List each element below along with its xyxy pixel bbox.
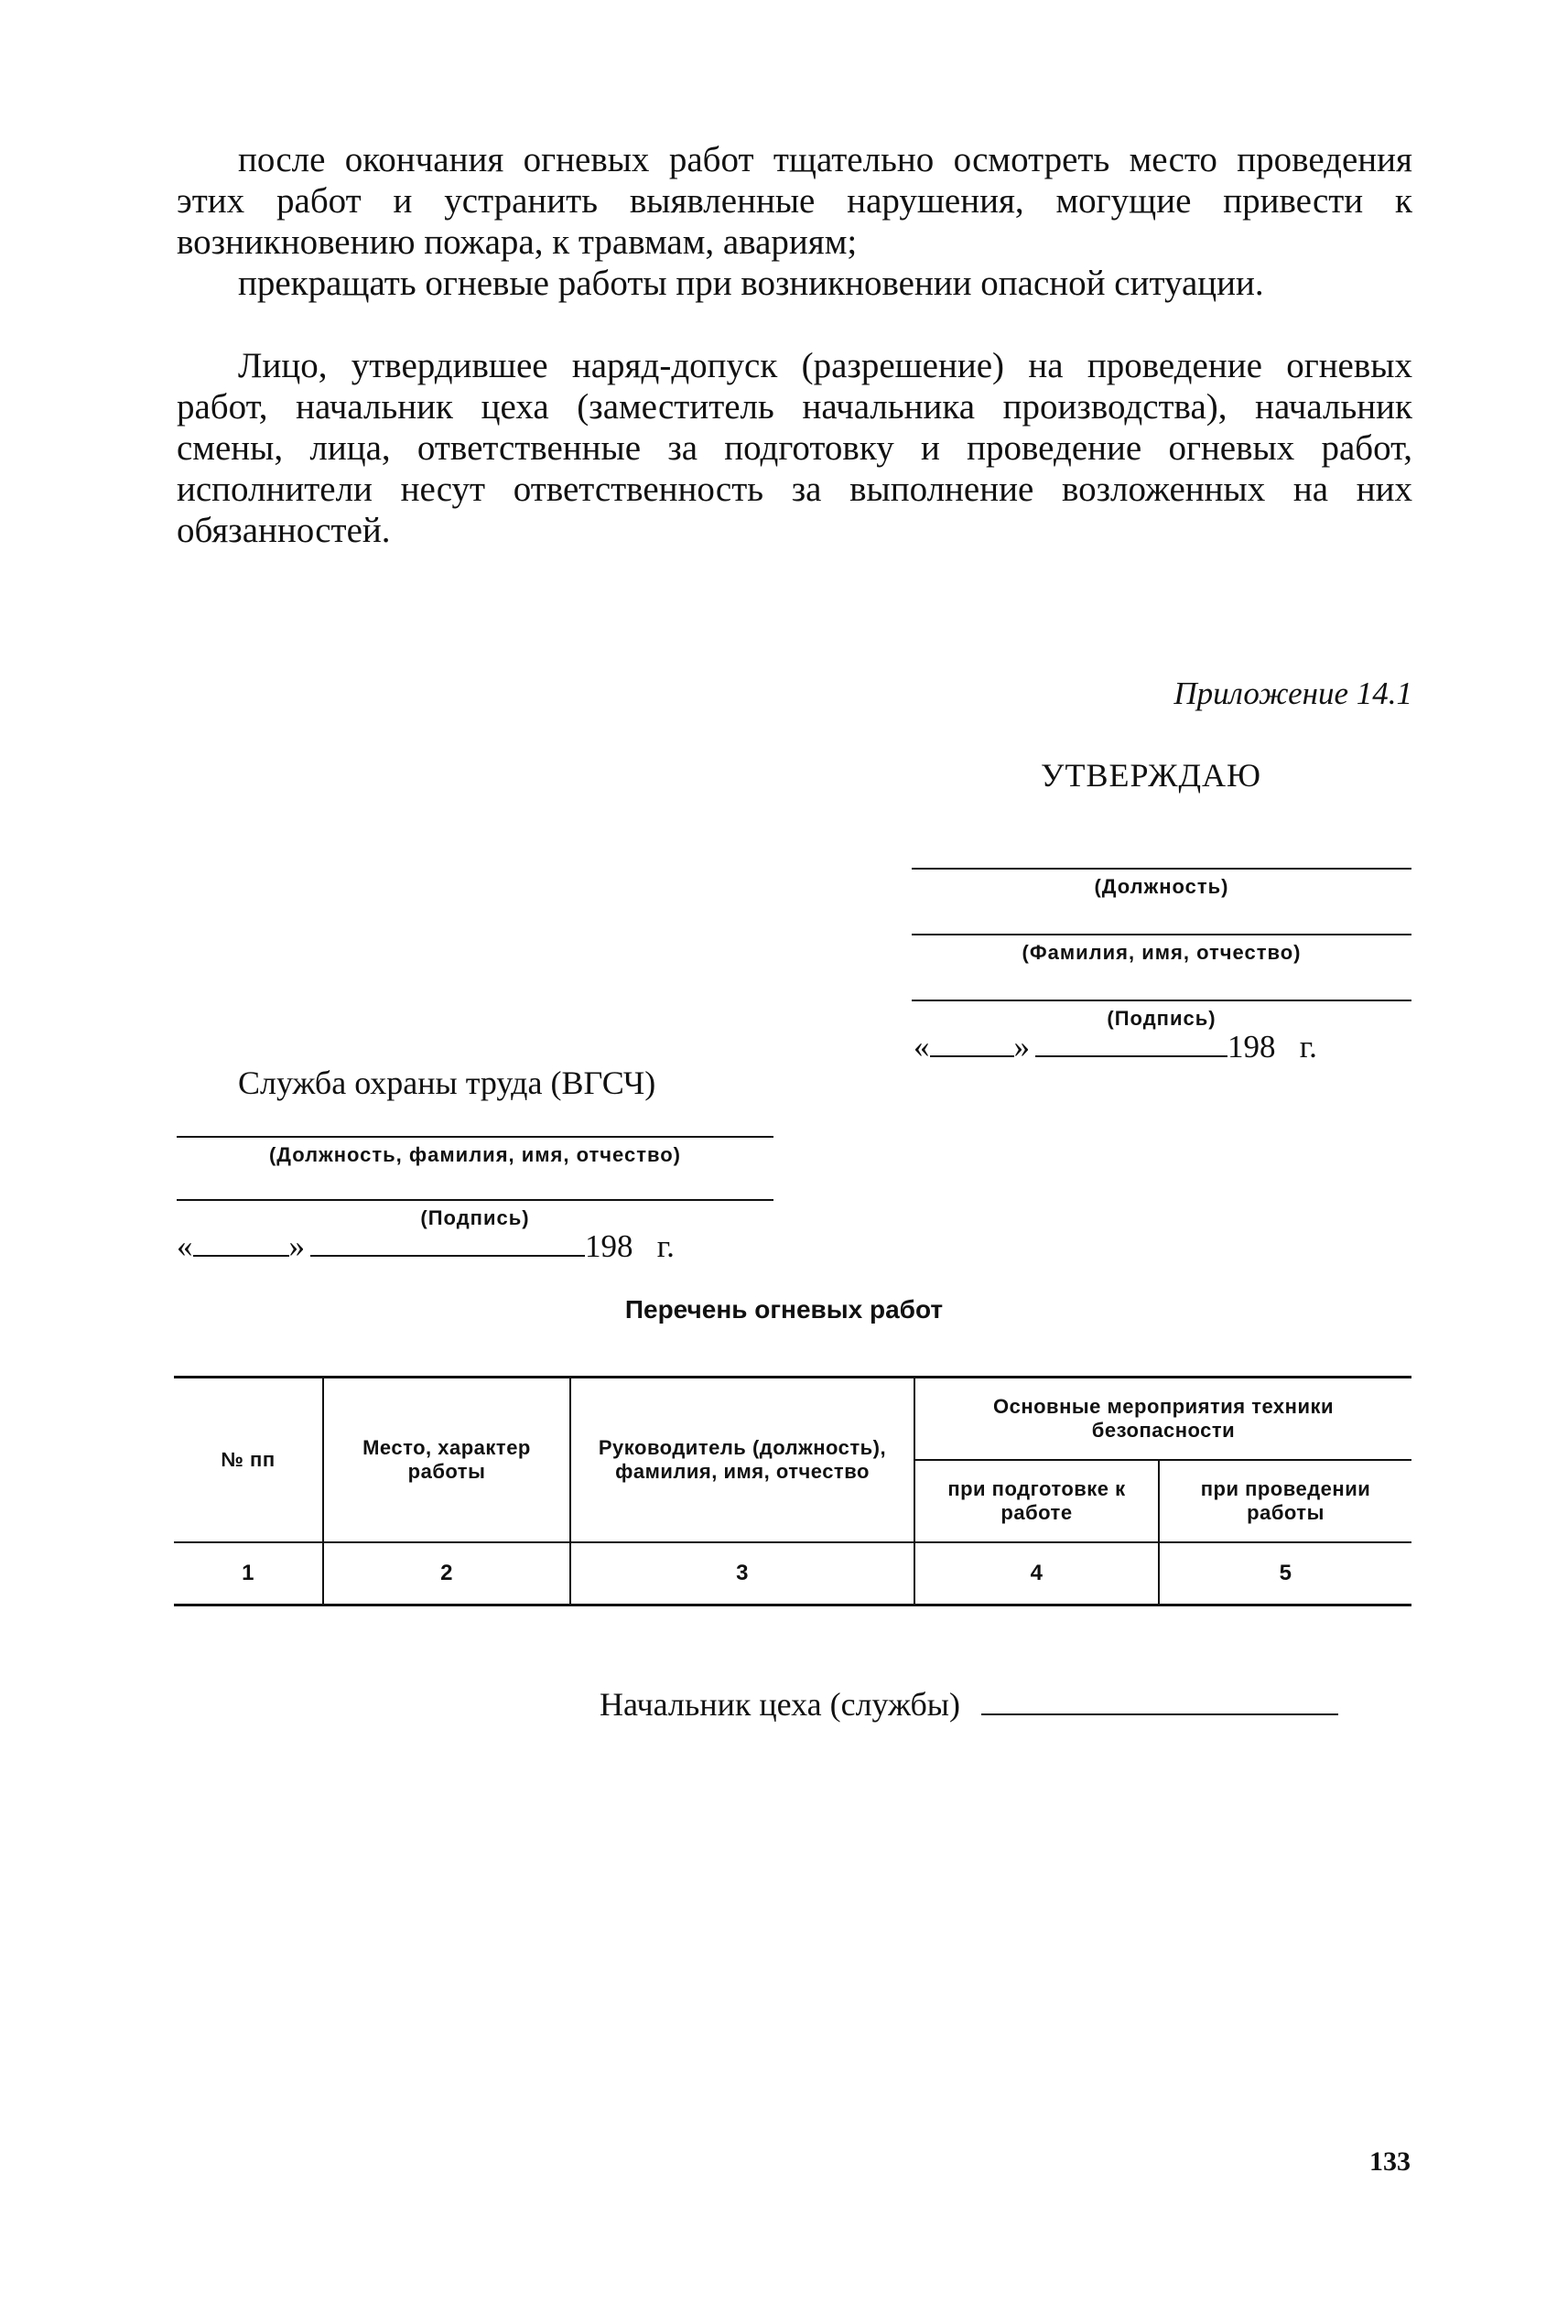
chief-label: Начальник цеха (службы): [600, 1686, 960, 1723]
approval-position-line: [912, 868, 1411, 870]
service-position-caption: (Должность, фамилия, имя, отчество): [268, 1143, 682, 1166]
header-during: при проведении работы: [1159, 1460, 1411, 1542]
paragraph-stop-work: прекращать огневые работы при возникновении опасной ситуации.: [238, 264, 1264, 303]
chief-signature-row: [600, 1685, 1338, 1724]
approval-close-quote: »: [1013, 1029, 1030, 1065]
chief-signature-blank: [981, 1690, 1338, 1715]
service-signature-caption: (Подпись): [420, 1206, 530, 1229]
column-number: 5: [1159, 1542, 1411, 1605]
header-measures: Основные мероприятия техники безопасности: [914, 1378, 1411, 1461]
fire-works-table: [174, 1376, 1411, 1606]
header-prep: при подготовке к работе: [914, 1460, 1159, 1542]
table-header-row: [174, 1378, 1411, 1461]
approval-position-caption: (Должность): [1094, 875, 1229, 898]
service-year-suffix: г.: [656, 1228, 675, 1264]
service-day-blank: [193, 1231, 289, 1257]
approval-signature-line: [912, 1000, 1411, 1001]
service-date-row: [177, 1228, 675, 1265]
approval-name-caption: (Фамилия, имя, отчество): [1022, 941, 1302, 964]
table-title: Перечень огневых работ: [624, 1295, 944, 1324]
header-place: Место, характер работы: [323, 1378, 570, 1543]
column-number: 4: [914, 1542, 1159, 1605]
paragraph-responsibility: Лицо, утвердившее наряд-допуск (разрешение) на проведение огневых работ, начальник цеха (заместитель начальника производства), начальник смены, лица, ответственные за подготовку и проведение огневых работ, исполнители несут ответственность за выполнение возложенных на них обязанностей.: [177, 346, 1412, 550]
approval-signature-caption: (Подпись): [1107, 1007, 1217, 1030]
approval-year-suffix: г.: [1299, 1029, 1317, 1065]
header-num: № пп: [174, 1378, 323, 1543]
service-position-line: [177, 1136, 773, 1138]
service-month-blank: [310, 1231, 585, 1257]
approval-year: 198: [1227, 1029, 1276, 1065]
service-signature-line: [177, 1199, 773, 1201]
service-open-quote: «: [177, 1228, 193, 1264]
approval-day-blank: [930, 1032, 1014, 1057]
service-title: Служба охраны труда (ВГСЧ): [238, 1065, 656, 1101]
appendix-label: Приложение 14.1: [1173, 676, 1412, 711]
column-number: 1: [174, 1542, 323, 1605]
approval-name-line: [912, 934, 1411, 935]
column-number: 3: [570, 1542, 914, 1605]
approval-open-quote: «: [914, 1029, 930, 1065]
paragraph-after-work: после окончания огневых работ тщательно осмотреть место проведения этих работ и устранить выявленные нарушения, могущие привести к возникновению пожара, к травмам, авариям;: [177, 140, 1412, 262]
table-row: [174, 1542, 1411, 1605]
column-number: 2: [323, 1542, 570, 1605]
header-head: Руководитель (должность), фамилия, имя, отчество: [570, 1378, 914, 1543]
approval-month-blank: [1035, 1032, 1227, 1057]
approval-date-row: [914, 1029, 1317, 1065]
service-year: 198: [585, 1228, 633, 1264]
page-number: 133: [1369, 2146, 1411, 2177]
approval-heading: УТВЕРЖДАЮ: [1041, 757, 1262, 794]
service-close-quote: »: [288, 1228, 305, 1264]
